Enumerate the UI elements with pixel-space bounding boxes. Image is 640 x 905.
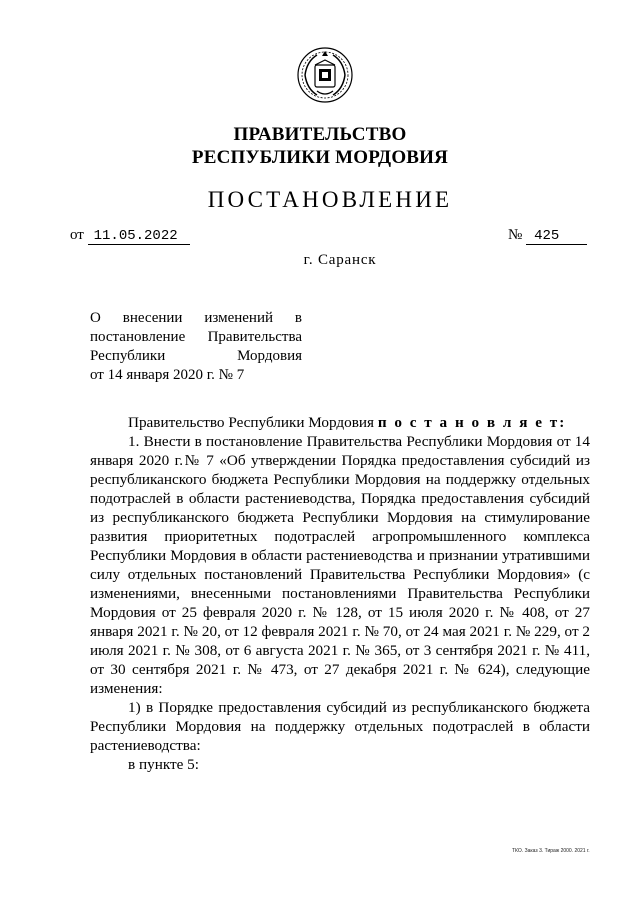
subject-line: Республики Мордовия xyxy=(90,348,302,364)
date-prefix: от xyxy=(70,227,84,243)
subject-block xyxy=(90,309,302,385)
government-name-line1: ПРАВИТЕЛЬСТВО xyxy=(233,124,407,145)
paragraph-1: 1. Внести в постановление Правительства Республики Мордовия от 14 января 2020 г.№ 7 «Об утверждении Порядка предоставления субсидий из республиканского бюджета Республики Мордовия на поддержку отдельных подотраслей в области растениеводства, Порядка предоставления субсидий из республиканского бюджета Республики Мордовия на стимулирование развития приоритетных подотраслей агропромышленного комплекса Республики Мордовия в области растениеводства и признании утратившими силу отдельных постановлений Правительства Республики Мордовия» (с изменениями, внесенными постановлениями Правительства Республики Мордовия от 25 февраля 2020 г. № 128, от 15 июля 2020 г. № 408, от 27 января 2021 г. № 20, от 12 февраля 2021 г. № 70, от 24 мая 2021 г. № 229, от 2 июля 2021 г. № 308, от 6 августа 2021 г. № 365, от 3 сентября 2021 г. № 411, от 30 сентября 2021 г. № 473, от 27 декабря 2021 г. № 624), следующие изменения: xyxy=(90,433,590,697)
number-value: 425 xyxy=(526,228,587,245)
intro-paragraph xyxy=(90,413,590,432)
date-value: 11.05.2022 xyxy=(88,228,190,245)
subject-line: О внесении изменений в xyxy=(90,310,302,326)
paragraph-2: 1) в Порядке предоставления субсидий из республиканского бюджета Республики Мордовия на поддержку отдельных подотраслей в области растениеводства: xyxy=(90,699,590,754)
number-prefix: № xyxy=(508,227,523,243)
city-name: г. Саранск xyxy=(303,252,377,268)
intro-text: Правительство Республики Мордовия xyxy=(128,414,378,431)
coat-of-arms-icon xyxy=(295,45,355,105)
intro-decree-word: п о с т а н о в л я е т: xyxy=(377,414,567,431)
print-info-footer: ТКО. Заказ 3. Тираж 2000. 2021 г. xyxy=(512,848,590,854)
subject-line: постановление Правительства xyxy=(90,329,302,345)
date-line xyxy=(70,227,190,245)
document-type-title: ПОСТАНОВЛЕНИЕ xyxy=(207,187,453,212)
paragraph-3: в пункте 5: xyxy=(128,756,199,773)
government-name-line2: РЕСПУБЛИКИ МОРДОВИЯ xyxy=(191,147,449,168)
number-line xyxy=(508,227,587,245)
document-body xyxy=(90,413,590,774)
subject-line: от 14 января 2020 г. № 7 xyxy=(90,367,245,383)
